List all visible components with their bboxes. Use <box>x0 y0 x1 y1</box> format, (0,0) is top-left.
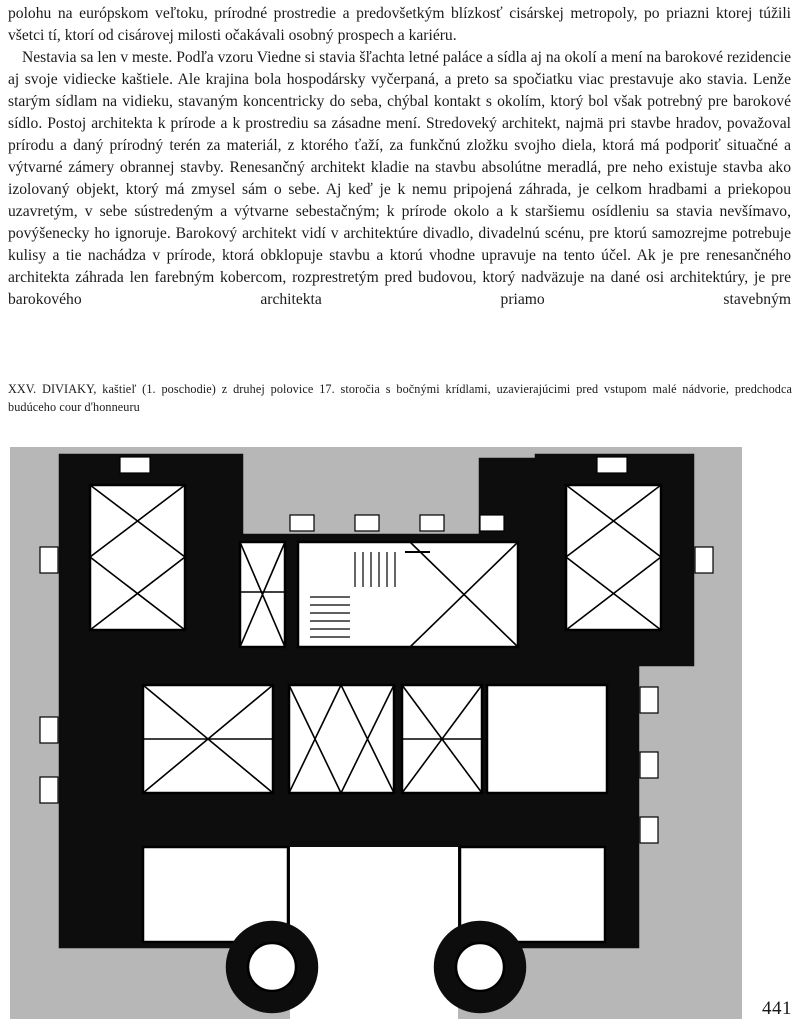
room-lower-2 <box>289 685 394 793</box>
room-stair-hall <box>298 542 518 647</box>
floor-plan-drawing <box>10 447 742 1019</box>
page-number: 441 <box>762 998 792 1019</box>
body-text <box>8 3 791 311</box>
bastion-left-inner <box>248 943 296 991</box>
room-left-wing <box>90 485 185 630</box>
floor-plan-figure <box>10 447 742 1019</box>
bastion-right-inner <box>456 943 504 991</box>
paragraph-1: polohu na európskom veľtoku, prírodné prostredie a predovšetkým blízkosť cisárskej metropoly, po priazni ktorej túžili všetci tí, ktorí od cisárovej milosti očakávali osobný prospech a kariéru. <box>8 5 791 44</box>
figure-caption: XXV. DIVIAKY, kaštieľ (1. poschodie) z druhej polovice 17. storočia s bočnými krídlami, uzavierajúcimi pred vstupom malé nádvorie, predchodca budúceho cour d'honneuru <box>8 382 792 414</box>
courtyard <box>290 847 458 1019</box>
paragraph-2: Nestavia sa len v meste. Podľa vzoru Viedne si stavia šľachta letné paláce a sídla aj na okolí a mení na barokové rezidencie aj svoje vidiecke kaštiele. Ale krajina bola hospodársky vyčerpaná, a preto sa spočiatku viac prestavuje ako stavia. Lenže starým sídlam na vidieku, stavaným koncentricky do seba, chýbal kontakt s okolím, ktorý bol však potrebný pre barokové sídlo. Postoj architekta k prírode a k prostrediu sa zásadne mení. Stredoveký architekt, najmä pri stavbe hradov, považoval prírodu a daný prírodný terén za materiál, z ktorého ťaží, za funkčnú zložku svojho diela, ktorá má podporiť situačné a výtvarné zámery obrannej stavby. Renesančný architekt kladie na stavbu absolútne meradlá, pre neho existuje stavba ako izolovaný objekt, ktorý má zmysel sám o sebe. Aj keď je k nemu pripojená záhrada, je celkom hradbami a priekopou uzavretým, v sebe sústredeným a výtvarne sebestačným; k prírode okolo a k staršiemu osídleniu sa stavia nevšímavo, povýšenecky ho ignoruje. Barokový architekt vidí v architektúre divadlo, divadelnú scénu, pre ktorú samozrejme potrebuje kulisy a tie nachádza v prírode, ktorá obklopuje stavbu a ktorú vhodne upravuje na tento účel. Ak je pre renesančného architekta záhrada len farebným kobercom, rozprestretým pred budovou, ktorý nadväzuje na dané osi architektúry, je pre barokového architekta priamo stavebným <box>8 49 791 308</box>
room-right-wing <box>566 485 661 630</box>
room-lower-4 <box>487 685 607 793</box>
